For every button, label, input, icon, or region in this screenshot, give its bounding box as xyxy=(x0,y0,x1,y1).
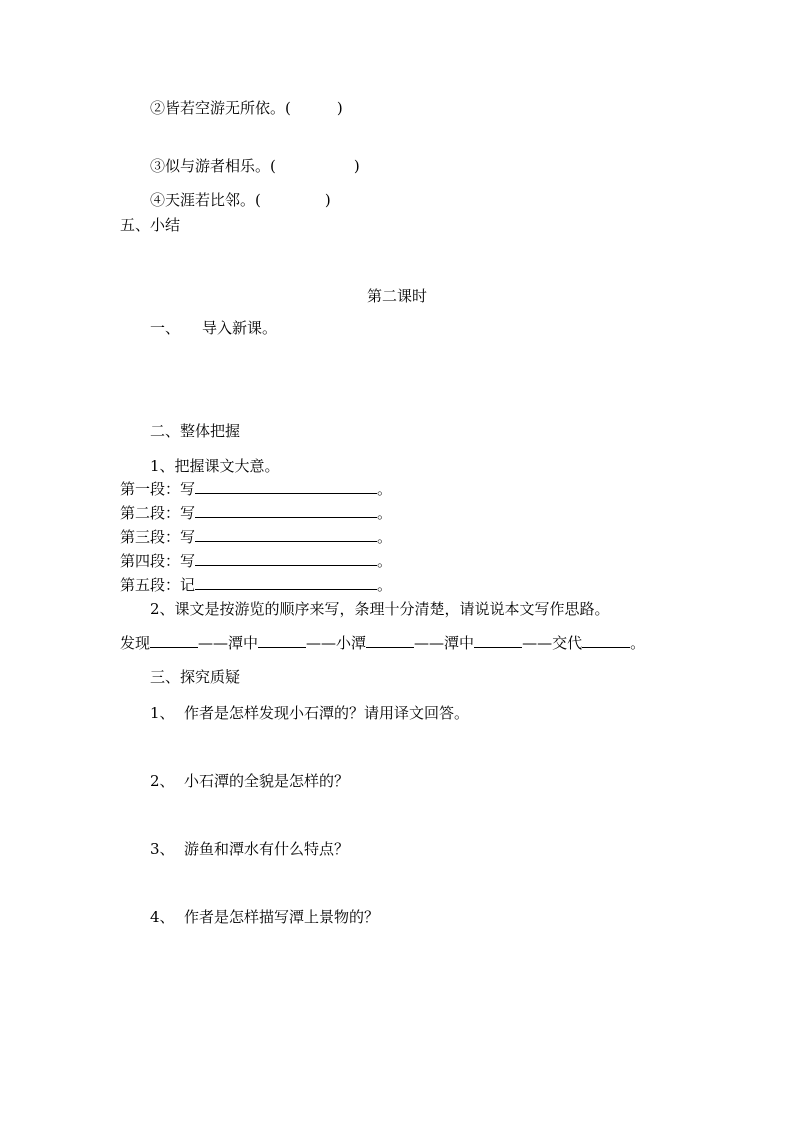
answer-blank[interactable] xyxy=(195,503,377,518)
question-text: 作者是怎样描写潭上景物的？ xyxy=(184,908,380,926)
close-paren: ) xyxy=(353,157,360,175)
lesson-title: 第二课时 xyxy=(366,287,427,305)
close-paren: ) xyxy=(336,99,343,117)
route-word: 发现 xyxy=(120,634,151,652)
part-two-heading: 二、整体把握 xyxy=(150,422,241,440)
close-paren: ) xyxy=(324,191,331,209)
question-number: 3、 xyxy=(150,840,175,858)
part-three-heading: 三、探究质疑 xyxy=(150,668,241,686)
paragraph-row-3 xyxy=(120,527,392,547)
period: 。 xyxy=(377,528,393,546)
answer-blank[interactable] xyxy=(582,633,630,648)
inquiry-question-4 xyxy=(150,907,379,927)
route-word: 交代 xyxy=(552,634,583,652)
paragraph-row-1 xyxy=(120,479,392,499)
question-writing-route: 2、课文是按游览的顺序来写，条理十分清楚，请说说本文写作思路。 xyxy=(150,600,610,618)
paragraph-row-4 xyxy=(120,551,392,571)
question-text: 作者是怎样发现小石潭的？请用译文回答。 xyxy=(184,704,470,722)
section-five-heading: 五、小结 xyxy=(120,216,181,234)
part-one-heading xyxy=(150,318,277,338)
question-summary: 1、把握课文大意。 xyxy=(150,457,280,475)
route-word: 潭中 xyxy=(444,634,475,652)
route-dash: —— xyxy=(198,634,229,652)
paragraph-label: 第五段：记 xyxy=(120,576,196,594)
translation-item-2 xyxy=(150,98,343,118)
answer-blank[interactable] xyxy=(366,633,414,648)
answer-blank[interactable] xyxy=(195,479,377,494)
paragraph-row-5 xyxy=(120,575,392,595)
part-text: 导入新课。 xyxy=(202,319,278,337)
period: 。 xyxy=(377,480,393,498)
translation-item-4 xyxy=(150,190,331,210)
route-dash: —— xyxy=(414,634,445,652)
answer-blank[interactable] xyxy=(195,551,377,566)
question-number: 2、 xyxy=(150,772,175,790)
paragraph-label: 第一段：写 xyxy=(120,480,196,498)
question-text: 游鱼和潭水有什么特点？ xyxy=(184,840,350,858)
part-number: 一、 xyxy=(150,319,181,337)
inquiry-question-2 xyxy=(150,771,349,791)
inquiry-question-3 xyxy=(150,839,349,859)
answer-blank[interactable] xyxy=(195,575,377,590)
route-dash: —— xyxy=(522,634,553,652)
period: 。 xyxy=(630,634,646,652)
answer-blank[interactable] xyxy=(195,527,377,542)
question-number: 1、 xyxy=(150,704,175,722)
paragraph-label: 第三段：写 xyxy=(120,528,196,546)
writing-route-row xyxy=(120,633,645,653)
period: 。 xyxy=(377,504,393,522)
paragraph-row-2 xyxy=(120,503,392,523)
item-text: ③似与游者相乐。( xyxy=(150,157,276,175)
question-number: 4、 xyxy=(150,908,175,926)
item-text: ④天涯若比邻。( xyxy=(150,191,261,209)
translation-item-3 xyxy=(150,156,360,176)
period: 。 xyxy=(377,552,393,570)
answer-blank[interactable] xyxy=(150,633,198,648)
answer-blank[interactable] xyxy=(474,633,522,648)
route-word: 潭中 xyxy=(228,634,259,652)
answer-blank[interactable] xyxy=(258,633,306,648)
paragraph-label: 第二段：写 xyxy=(120,504,196,522)
period: 。 xyxy=(377,576,393,594)
item-text: ②皆若空游无所依。( xyxy=(150,99,291,117)
inquiry-question-1 xyxy=(150,703,469,723)
route-word: 小潭 xyxy=(336,634,367,652)
route-dash: —— xyxy=(306,634,337,652)
paragraph-label: 第四段：写 xyxy=(120,552,196,570)
question-text: 小石潭的全貌是怎样的？ xyxy=(184,772,350,790)
